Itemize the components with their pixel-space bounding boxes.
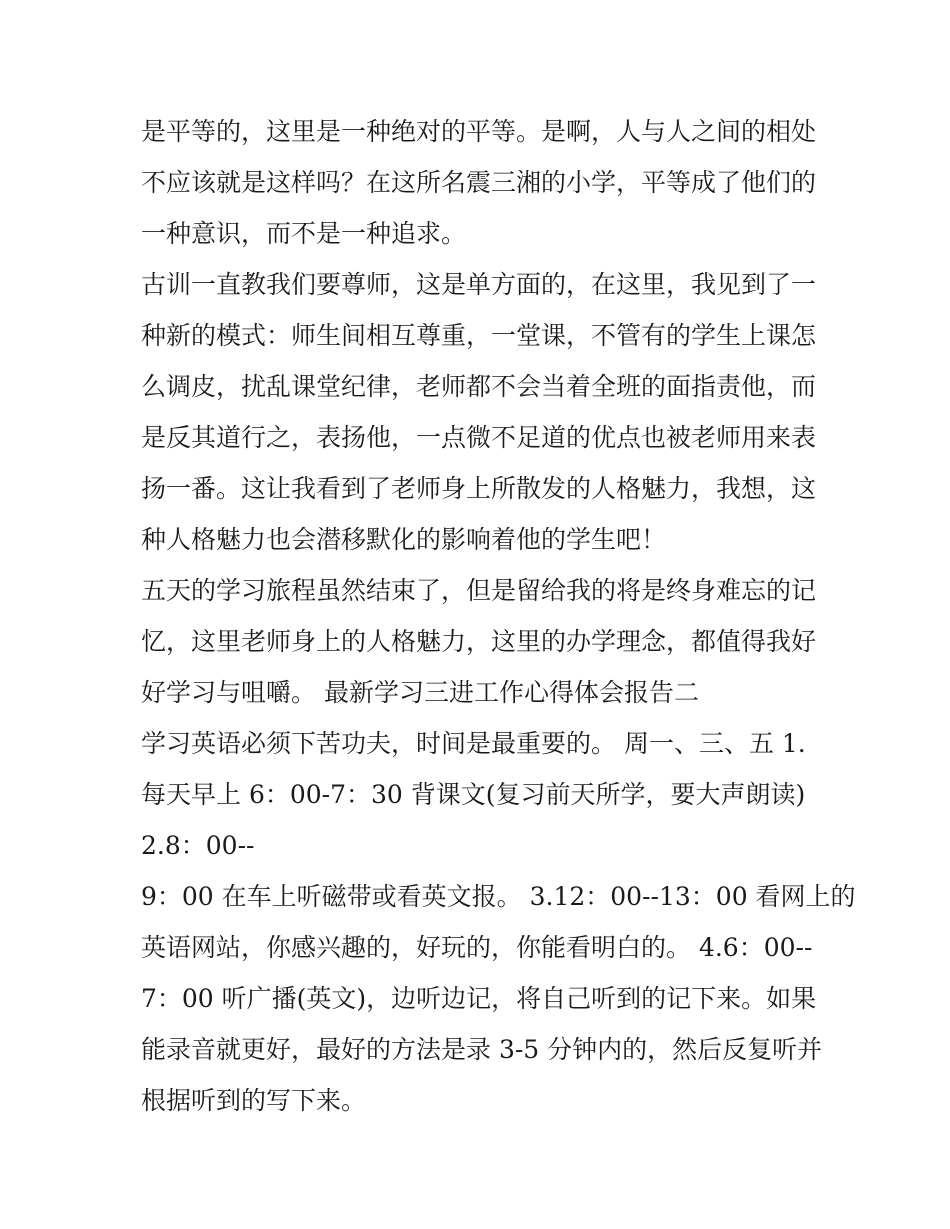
text-line: 每天早上 6：00-7：30 背课文(复习前天所学，要大声朗读) xyxy=(141,780,806,809)
text-line: 种人格魅力也会潜移默化的影响着他的学生吧！ xyxy=(141,525,667,554)
text-line: 学习英语必须下苦功夫，时间是最重要的。 周一、三、五 1. xyxy=(141,729,806,758)
body-text xyxy=(141,106,856,1126)
text-line: 种新的模式：师生间相互尊重，一堂课，不管有的学生上课怎 xyxy=(141,321,817,350)
text-line: 扬一番。这让我看到了老师身上所散发的人格魅力，我想，这 xyxy=(141,474,817,503)
text-line: 不应该就是这样吗？在这所名震三湘的小学，平等成了他们的 xyxy=(141,168,817,197)
text-line: 是平等的，这里是一种绝对的平等。是啊，人与人之间的相处 xyxy=(141,117,817,146)
text-line: 7：00 听广播(英文)，边听边记，将自己听到的记下来。如果 xyxy=(141,984,817,1013)
text-line: 9：00 在车上听磁带或看英文报。 3.12：00--13：00 看网上的 xyxy=(141,882,856,911)
text-line: 么调皮，扰乱课堂纪律，老师都不会当着全班的面指责他，而 xyxy=(141,372,817,401)
text-line: 忆，这里老师身上的人格魅力，这里的办学理念，都值得我好 xyxy=(141,627,817,656)
text-line: 是反其道行之，表扬他，一点微不足道的优点也被老师用来表 xyxy=(141,423,817,452)
text-line: 古训一直教我们要尊师，这是单方面的，在这里，我见到了一 xyxy=(141,270,817,299)
text-line: 2.8：00-- xyxy=(141,831,255,860)
text-line: 好学习与咀嚼。 最新学习三进工作心得体会报告二 xyxy=(141,678,699,707)
text-line: 五天的学习旅程虽然结束了，但是留给我的将是终身难忘的记 xyxy=(141,576,817,605)
text-line: 能录音就更好，最好的方法是录 3-5 分钟内的，然后反复听并 xyxy=(141,1035,823,1064)
text-line: 一种意识，而不是一种追求。 xyxy=(141,219,467,248)
text-line: 根据听到的写下来。 xyxy=(141,1086,367,1115)
text-line: 英语网站，你感兴趣的，好玩的，你能看明白的。 4.6：00-- xyxy=(141,933,813,962)
